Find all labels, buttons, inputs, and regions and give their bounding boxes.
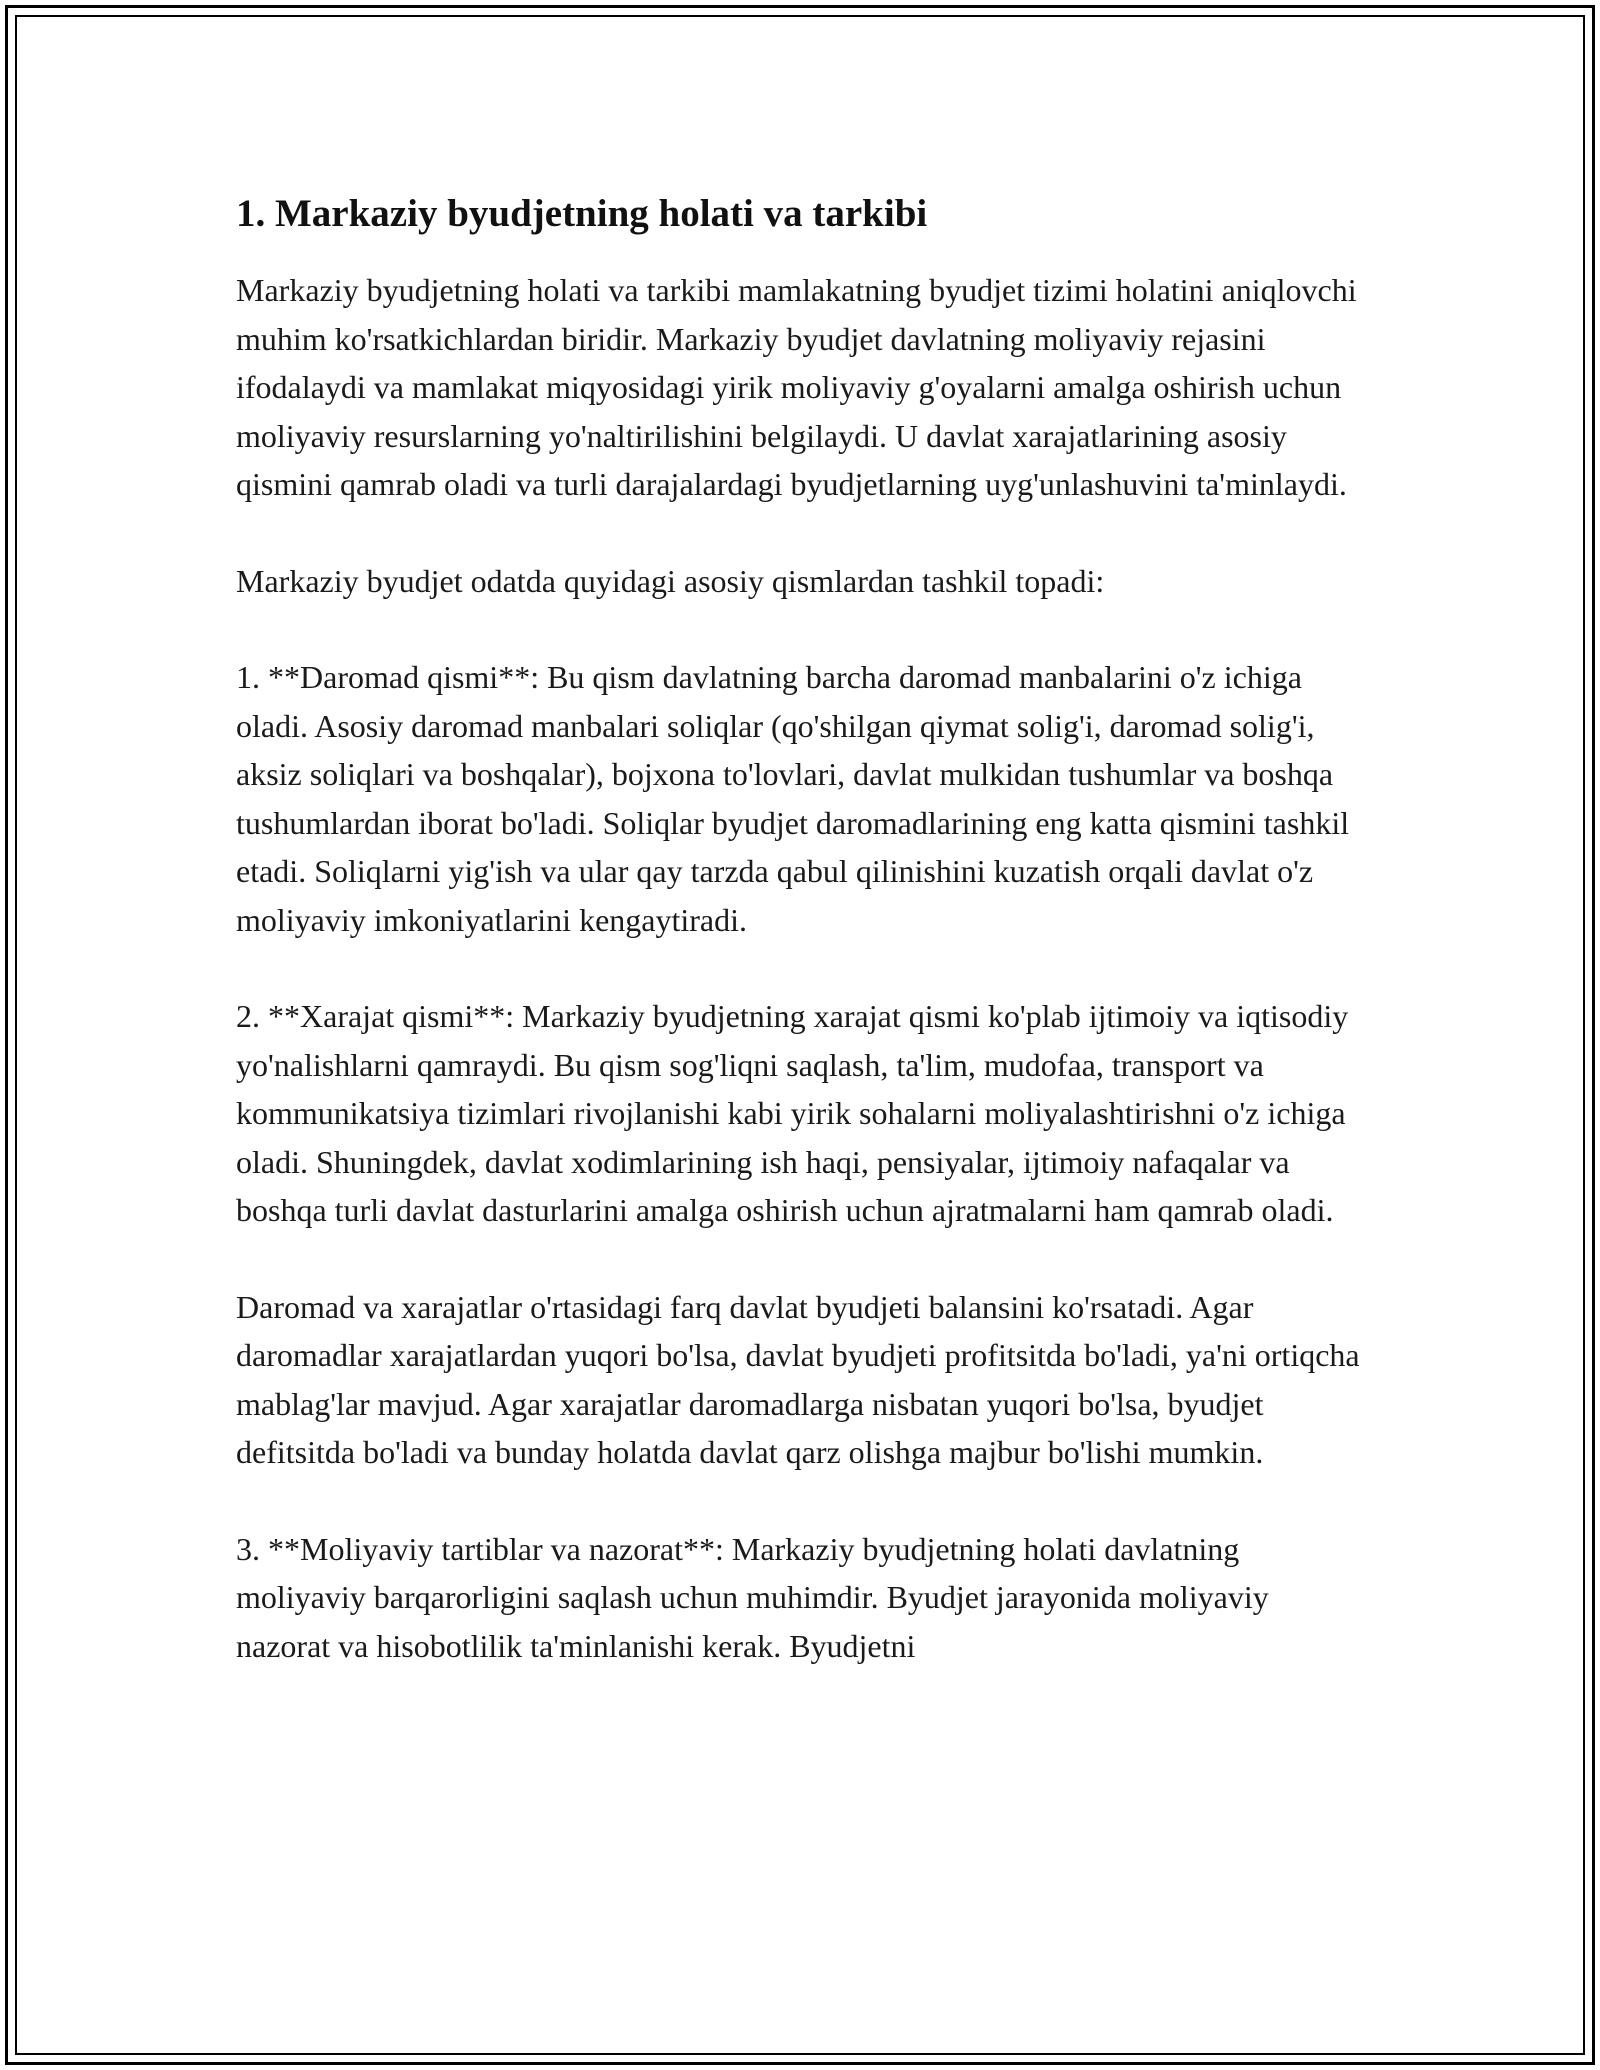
section-heading: 1. Markaziy byudjetning holati va tarkibi [236, 192, 928, 235]
document-body [236, 188, 1366, 1718]
paragraph-financial-control: 3. **Moliyaviy tartiblar va nazorat**: Markaziy byudjetning holati davlatning moliyaviy barqarorligini saqlash uchun muhimdir. Byudjet jarayonida moliyaviy nazorat va hisobotlilik ta'minlanishi kerak. Byudjetni [236, 1530, 1269, 1664]
paragraph-intro: Markaziy byudjetning holati va tarkibi mamlakatning byudjet tizimi holatini aniqlovchi muhim ko'rsatkichlardan biridir. Markaziy byudjet davlatning moliyaviy rejasini ifodalaydi va mamlakat miqyosidagi yirik moliyaviy g'oyalarni amalga oshirish uchun moliyaviy resurslarning yo'naltirilishini belgilaydi. U davlat xarajatlarining asosiy qismini qamrab oladi va turli darajalardagi byudjetlarning uyg'unlashuvini ta'minlaydi. [236, 272, 1357, 502]
paragraph-expenditure-part: 2. **Xarajat qismi**: Markaziy byudjetning xarajat qismi ko'plab ijtimoiy va iqtisodiy yo'nalishlarni qamraydi. Bu qism sog'liqni saqlash, ta'lim, mudofaa, transport va kommunikatsiya tizimlari rivojlanishi kabi yirik sohalarni moliyalashtirishni o'z ichiga oladi. Shuningdek, davlat xodimlarining ish haqi, pensiyalar, ijtimoiy nafaqalar va boshqa turli davlat dasturlarini amalga oshirish uchun ajratmalarni ham qamrab oladi. [236, 998, 1349, 1228]
paragraph-balance: Daromad va xarajatlar o'rtasidagi farq davlat byudjeti balansini ko'rsatadi. Agar daromadlar xarajatlardan yuqori bo'lsa, davlat byudjeti profitsitda bo'ladi, ya'ni ortiqcha mablag'lar mavjud. Agar xarajatlar daromadlarga nisbatan yuqori bo'lsa, byudjet defitsitda bo'ladi va bunday holatda davlat qarz olishga majbur bo'lishi mumkin. [236, 1288, 1360, 1470]
paragraph-components-lead: Markaziy byudjet odatda quyidagi asosiy qismlardan tashkil topadi: [236, 562, 1105, 599]
paragraph-revenue-part: 1. **Daromad qismi**: Bu qism davlatning barcha daromad manbalarini o'z ichiga oladi. Asosiy daromad manbalari soliqlar (qo'shilgan qiymat solig'i, daromad solig'i, aksiz soliqlari va boshqalar), bojxona to'lovlari, davlat mulkidan tushumlar va boshqa tushumlardan iborat bo'ladi. Soliqlar byudjet daromadlarining eng katta qismini tashkil etadi. Soliqlarni yig'ish va ular qay tarzda qabul qilinishini kuzatish orqali davlat o'z moliyaviy imkoniyatlarini kengaytiradi. [236, 659, 1350, 938]
